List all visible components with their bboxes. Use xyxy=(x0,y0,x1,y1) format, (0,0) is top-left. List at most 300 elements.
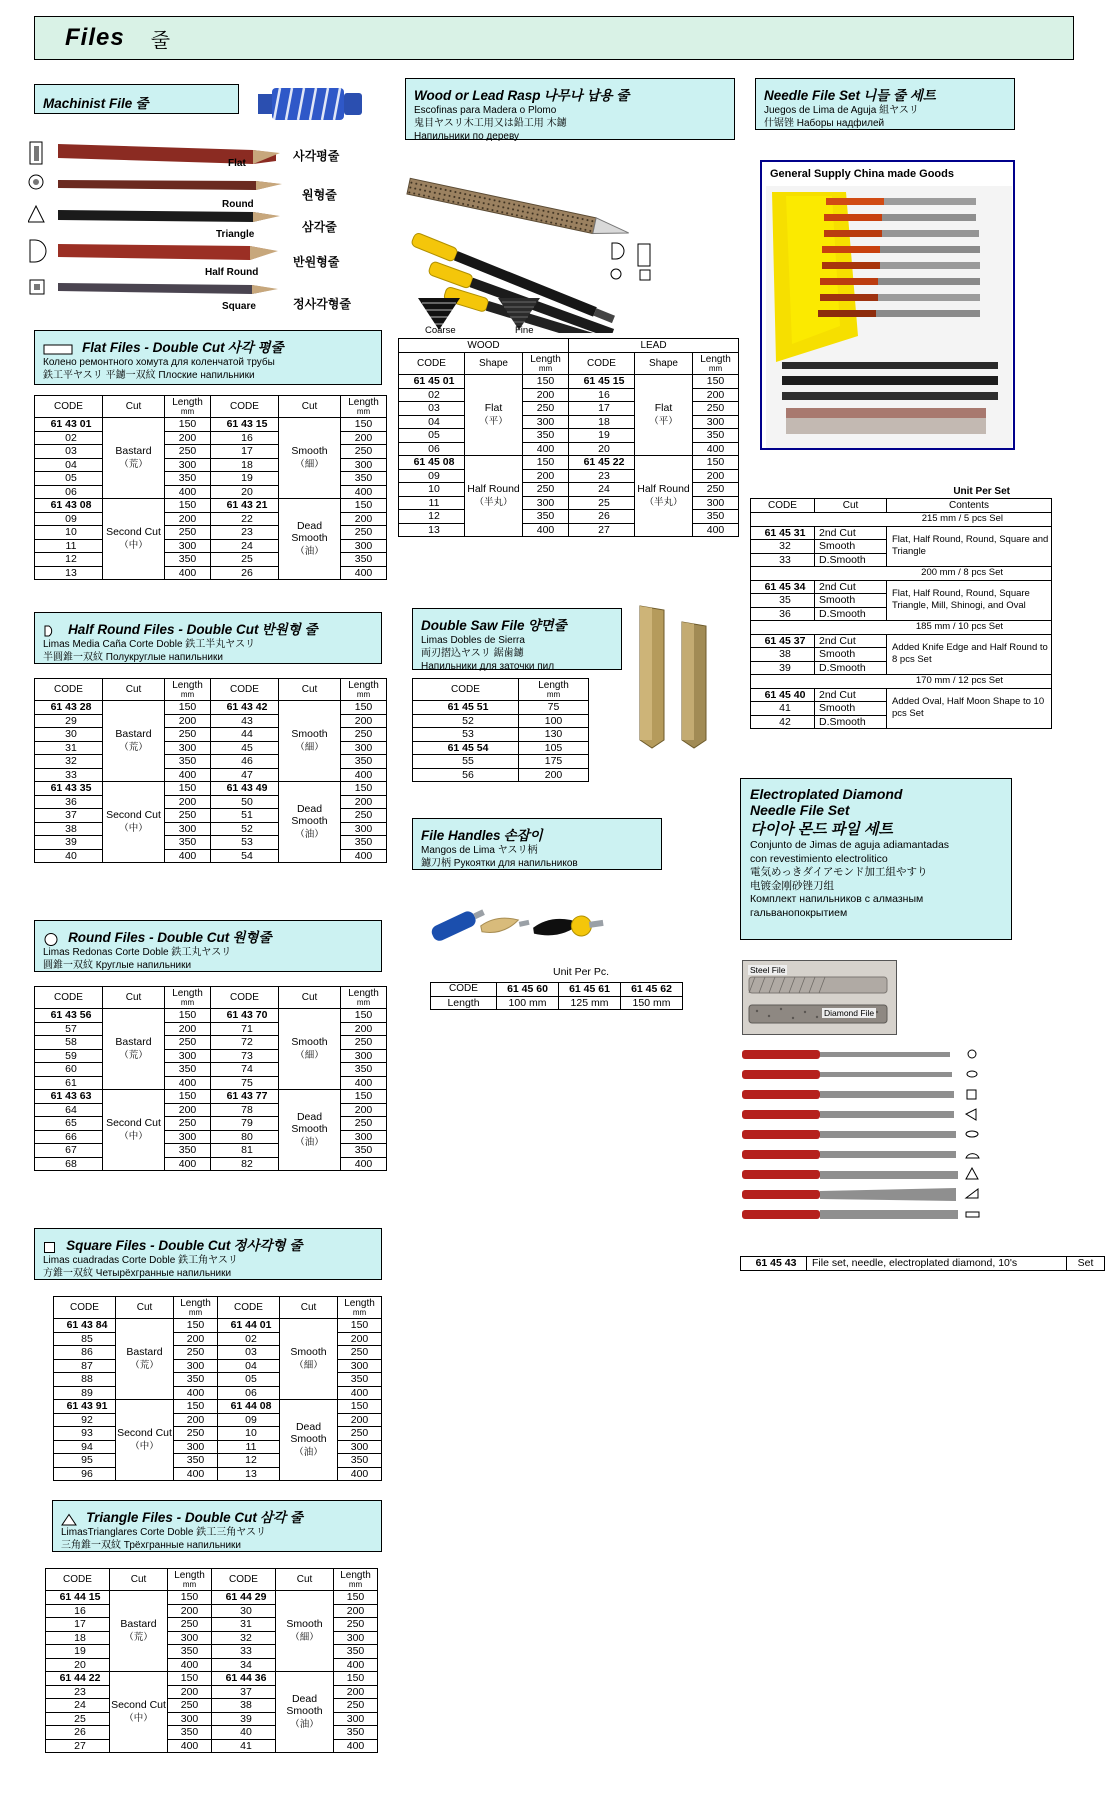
cell-length: 200 xyxy=(168,1685,212,1699)
cell-code: 61 43 84 xyxy=(54,1319,116,1333)
cell-code: 13 xyxy=(35,566,103,580)
cell-code: 10 xyxy=(218,1427,280,1441)
cell-code: 38 xyxy=(212,1699,276,1713)
needle-photo-caption: General Supply China made Goods xyxy=(770,168,954,180)
diamond-sub4: 电镀金刚砂锉刀组 xyxy=(750,879,834,892)
cell-code: 67 xyxy=(35,1144,103,1158)
cell-code: 05 xyxy=(399,429,465,443)
cell-length: 400 xyxy=(165,566,211,580)
saw-title-kr: 양면줄 xyxy=(527,618,567,633)
cell-cut: Second Cut （中） xyxy=(103,1090,165,1171)
cell-length: 400 xyxy=(693,442,739,456)
cell-code: 37 xyxy=(35,809,103,823)
cell-code: 23 xyxy=(569,469,635,483)
th-length2: Length mm xyxy=(341,396,387,418)
cell-length: 150 xyxy=(168,1591,212,1605)
cell-length: 200 xyxy=(174,1413,218,1427)
cell-code: 04 xyxy=(399,415,465,429)
cell-code: 25 xyxy=(46,1712,110,1726)
cell-length: 400 xyxy=(341,849,387,863)
cell-code: 75 xyxy=(211,1076,279,1090)
cell-code: 25 xyxy=(211,553,279,567)
th-length2: Length mm xyxy=(341,987,387,1009)
cell-length: 400 xyxy=(341,1076,387,1090)
cell-length: 350 xyxy=(523,429,569,443)
diamond-sub1: Conjunto de Jimas de aguja adiamantadas xyxy=(750,839,950,851)
cell-length: 175 xyxy=(519,755,589,769)
cell-length: 400 xyxy=(174,1467,218,1481)
cell-code: 17 xyxy=(46,1618,110,1632)
cell-code: 47 xyxy=(211,768,279,782)
cell-code: 50 xyxy=(211,795,279,809)
cell-contents: Flat, Half Round, Round, Square Triangle, Mill, Shinogi, and Oval xyxy=(887,580,1052,621)
cell-code: 43 xyxy=(211,714,279,728)
cell-code: 61 43 63 xyxy=(35,1090,103,1104)
cell-code: 03 xyxy=(399,402,465,416)
cell-code: 25 xyxy=(569,496,635,510)
cell-code: 61 45 34 xyxy=(751,580,815,594)
cell-code: 18 xyxy=(569,415,635,429)
cell-code: 61 43 70 xyxy=(211,1009,279,1023)
rasp-sub3: Напильники по дереву xyxy=(414,131,520,142)
cell-code: 42 xyxy=(751,715,815,729)
cell-code: 02 xyxy=(218,1332,280,1346)
cell-code: 61 43 28 xyxy=(35,701,103,715)
cell-length: 350 xyxy=(174,1373,218,1387)
th-lead: LEAD xyxy=(569,339,739,353)
cell-cut: D.Smooth xyxy=(815,715,887,729)
cell-length: 300 xyxy=(338,1359,382,1373)
cell-code: 52 xyxy=(211,822,279,836)
cell-code: 78 xyxy=(211,1103,279,1117)
cell-code: 33 xyxy=(35,768,103,782)
cell-length: 400 xyxy=(165,768,211,782)
page-title xyxy=(34,16,1074,60)
photo-label-diamond-file: Diamond File xyxy=(824,1008,875,1018)
cell-length: 400 xyxy=(174,1386,218,1400)
cell-code: 45 xyxy=(211,741,279,755)
cell-code: 89 xyxy=(54,1386,116,1400)
th-length2: Length mm xyxy=(693,353,739,375)
cell-code: 44 xyxy=(211,728,279,742)
cell-length: 250 xyxy=(334,1699,378,1713)
cell-length: 350 xyxy=(168,1726,212,1740)
cell-code: 27 xyxy=(46,1739,110,1753)
cell-code: 17 xyxy=(211,445,279,459)
cell-cut: D.Smooth xyxy=(815,553,887,567)
cell-unit: Set xyxy=(1067,1257,1105,1271)
halfround-sub1: Limas Media Caña Corte Doble 鉄工半丸ヤスリ xyxy=(43,639,256,650)
cell-code: 86 xyxy=(54,1346,116,1360)
machinist-label-round-kr: 원형줄 xyxy=(302,188,337,202)
cell-length: 350 xyxy=(165,755,211,769)
cell-length: 150 xyxy=(341,499,387,513)
cell-length: 250 xyxy=(165,445,211,459)
cell-length: 200 xyxy=(174,1332,218,1346)
cell-length: 130 xyxy=(519,728,589,742)
cell-code: 61 45 62 xyxy=(621,983,683,997)
cell-length: 400 xyxy=(165,485,211,499)
cell-code: 61 45 60 xyxy=(497,983,559,997)
cell-length: 200 xyxy=(341,431,387,445)
rasp-label-fine: Fine xyxy=(515,325,534,336)
th-length: Length mm xyxy=(174,1297,218,1319)
cell-length: 400 xyxy=(338,1386,382,1400)
saw-title: Double Saw File xyxy=(421,618,525,633)
cell-length: 250 xyxy=(168,1699,212,1713)
cell-cut: Dead Smooth （油） xyxy=(280,1400,338,1481)
cell-code: 30 xyxy=(212,1604,276,1618)
cell-code: 39 xyxy=(751,661,815,675)
th-code2: CODE xyxy=(218,1297,280,1319)
cell-length: 250 xyxy=(334,1618,378,1632)
cell-length: 200 xyxy=(519,768,589,782)
handles-unit-label: Unit Per Pc. xyxy=(553,966,610,978)
th-cut2: Cut xyxy=(279,679,341,701)
cell-length: 200 xyxy=(165,714,211,728)
th-code: CODE xyxy=(751,499,815,513)
cell-length: 400 xyxy=(341,485,387,499)
cell-length: 350 xyxy=(338,1454,382,1468)
cell-length: 350 xyxy=(693,429,739,443)
cell-code: 55 xyxy=(413,755,519,769)
cell-code: 26 xyxy=(46,1726,110,1740)
diamond-sub6: гальванопокрытием xyxy=(750,906,848,919)
cell-cut: Second Cut （中） xyxy=(110,1672,168,1753)
cell-length: 350 xyxy=(338,1373,382,1387)
cell-code: 61 45 15 xyxy=(569,375,635,389)
square-files-table xyxy=(53,1296,382,1481)
cell-cut: Smooth xyxy=(815,594,887,608)
cell-code: 38 xyxy=(751,648,815,662)
cell-length: 250 xyxy=(341,1117,387,1131)
cell-code: 34 xyxy=(212,1658,276,1672)
cell-length: 300 xyxy=(341,822,387,836)
cell-code: 32 xyxy=(212,1631,276,1645)
cell-length: 75 xyxy=(519,701,589,715)
square-title: Square Files - Double Cut xyxy=(66,1238,231,1253)
cell-length: 300 xyxy=(334,1631,378,1645)
th-cut: Cut xyxy=(103,396,165,418)
cell-code: 24 xyxy=(569,483,635,497)
cell-code: 96 xyxy=(54,1467,116,1481)
cell-cut: Dead Smooth （油） xyxy=(279,782,341,863)
cell-code: 87 xyxy=(54,1359,116,1373)
cell-length: 400 xyxy=(165,1076,211,1090)
cell-length: 300 xyxy=(174,1440,218,1454)
cell-code: 65 xyxy=(35,1117,103,1131)
cell-length: 300 xyxy=(165,458,211,472)
cell-length: 400 xyxy=(523,442,569,456)
cell-length: 150 xyxy=(165,782,211,796)
cell-length: 300 xyxy=(693,415,739,429)
cell-length: 350 xyxy=(165,836,211,850)
file-handles-image xyxy=(430,900,630,965)
saw-sub1: Limas Dobles de Sierra xyxy=(421,635,525,646)
cell-cut: Bastard （荒） xyxy=(110,1591,168,1672)
cell-shape: Flat （平） xyxy=(465,375,523,456)
th-length2: Length mm xyxy=(334,1569,378,1591)
cell-code: 81 xyxy=(211,1144,279,1158)
cell-length: 150 xyxy=(693,456,739,470)
needle-title: Needle File Set xyxy=(764,88,861,103)
cell-code: 12 xyxy=(218,1454,280,1468)
th-length: Length mm xyxy=(165,679,211,701)
triangle-files-table xyxy=(45,1568,378,1753)
cell-length: 350 xyxy=(341,472,387,486)
th-wood: WOOD xyxy=(399,339,569,353)
cell-length: 250 xyxy=(693,483,739,497)
machinist-label-triangle-kr: 삼각줄 xyxy=(302,220,337,234)
flat-sub-ru: Колено ремонтного хомута для коленчатой трубы xyxy=(43,357,275,368)
cell-length: 150 xyxy=(165,499,211,513)
cell-length: 105 xyxy=(519,741,589,755)
flat-sub-jp: 鉄工平ヤスリ 平鑢一双紋 Плоские напильники xyxy=(43,370,255,381)
cell-length: 150 xyxy=(338,1400,382,1414)
cell-code: 61 xyxy=(35,1076,103,1090)
cell-code: 11 xyxy=(399,496,465,510)
cell-length: 400 xyxy=(523,523,569,537)
cell-code: 33 xyxy=(212,1645,276,1659)
cell-length: 250 xyxy=(341,728,387,742)
photo-label-steel-file: Steel File xyxy=(750,965,786,975)
cell-code: 06 xyxy=(218,1386,280,1400)
section-machinist-file xyxy=(34,84,239,114)
cell-row-label: Length xyxy=(431,996,497,1010)
cell-code: 33 xyxy=(751,553,815,567)
cell-code: 32 xyxy=(751,540,815,554)
cell-code: 64 xyxy=(35,1103,103,1117)
cell-length: 150 xyxy=(165,418,211,432)
cell-code: 39 xyxy=(35,836,103,850)
cell-length: 400 xyxy=(168,1739,212,1753)
needle-unit-label: Unit Per Set xyxy=(953,486,1010,497)
rasp-sub2: 鬼目ヤスリ木工用又は鉛工用 木鑢 xyxy=(414,118,567,129)
cell-code: 52 xyxy=(413,714,519,728)
cell-code: 19 xyxy=(46,1645,110,1659)
cell-code: 61 45 31 xyxy=(751,526,815,540)
cell-code: 61 44 08 xyxy=(218,1400,280,1414)
cell-code: 24 xyxy=(211,539,279,553)
needle-title-kr: 니들 줄 세트 xyxy=(863,88,936,103)
cell-length: 300 xyxy=(334,1712,378,1726)
round-files-table xyxy=(34,986,387,1171)
halfround-sub2: 半圓錐一双紋 Полукруглые напильники xyxy=(43,652,223,663)
cell-cut: Bastard （荒） xyxy=(103,701,165,782)
cell-length: 400 xyxy=(341,1157,387,1171)
th-shape2: Shape xyxy=(635,353,693,375)
cell-length: 350 xyxy=(341,553,387,567)
cell-length: 300 xyxy=(165,741,211,755)
th-code2: CODE xyxy=(211,987,279,1009)
cell-code: 61 44 22 xyxy=(46,1672,110,1686)
cell-code: 02 xyxy=(35,431,103,445)
machinist-label-triangle: Triangle xyxy=(216,229,255,240)
cell-cut: 2nd Cut xyxy=(815,634,887,648)
th-length: Length mm xyxy=(519,679,589,701)
cell-code: 29 xyxy=(35,714,103,728)
cell-length: 200 xyxy=(693,469,739,483)
round-sub1: Limas Redonas Corte Doble 鉄工丸ヤスリ xyxy=(43,947,232,958)
machinist-label-halfround: Half Round xyxy=(205,267,259,278)
cell-code: 61 43 77 xyxy=(211,1090,279,1104)
th-cut2: Cut xyxy=(279,987,341,1009)
cell-length: 350 xyxy=(165,1144,211,1158)
cell-length: 300 xyxy=(338,1440,382,1454)
cell-length: 250 xyxy=(693,402,739,416)
cell-length: 150 xyxy=(523,456,569,470)
cell-length: 200 xyxy=(334,1604,378,1618)
cell-code: 94 xyxy=(54,1440,116,1454)
flat-title-kr: 사각 평줄 xyxy=(227,340,284,355)
cell-code: 61 45 08 xyxy=(399,456,465,470)
cell-length: 150 xyxy=(341,1090,387,1104)
cell-length: 200 xyxy=(338,1413,382,1427)
cell-code: 06 xyxy=(35,485,103,499)
triangle-title-kr: 삼각 줄 xyxy=(259,1510,303,1525)
cell-code: 20 xyxy=(46,1658,110,1672)
cell-length: 200 xyxy=(341,1103,387,1117)
cell-cut: D.Smooth xyxy=(815,661,887,675)
cell-code: 95 xyxy=(54,1454,116,1468)
rasp-title-kr: 나무나 납용 줄 xyxy=(543,88,630,103)
cell-code: 56 xyxy=(413,768,519,782)
cell-code: 19 xyxy=(569,429,635,443)
cell-contents: Added Knife Edge and Half Round to 8 pcs Set xyxy=(887,634,1052,675)
th-shape: Shape xyxy=(465,353,523,375)
cell-code: 35 xyxy=(751,594,815,608)
triangle-shape-icon xyxy=(61,1513,77,1526)
cell-code: 58 xyxy=(35,1036,103,1050)
cell-code: 36 xyxy=(35,795,103,809)
diamond-sub5: Комплект напильников с алмазным xyxy=(750,893,924,905)
th-length: Length mm xyxy=(165,987,211,1009)
cell-code: 61 43 21 xyxy=(211,499,279,513)
cell-length: 300 xyxy=(341,1130,387,1144)
cell-code: 11 xyxy=(35,539,103,553)
cell-length: 150 xyxy=(338,1319,382,1333)
machinist-shape-icons xyxy=(28,140,338,315)
rasp-label-coarse: Coarse xyxy=(425,325,456,336)
cell-length: 200 xyxy=(165,795,211,809)
square-sub1: Limas cuadradas Corte Doble 鉄工角ヤスリ xyxy=(43,1255,238,1266)
cell-code: 11 xyxy=(218,1440,280,1454)
th-contents: Contents xyxy=(887,499,1052,513)
cell-cut: Smooth xyxy=(815,540,887,554)
diamond-sub2: con revestimiento electrolitico xyxy=(750,852,888,865)
cell-length: 400 xyxy=(334,1739,378,1753)
cell-cut: Bastard （荒） xyxy=(116,1319,174,1400)
cell-code: 54 xyxy=(211,849,279,863)
cell-length: 250 xyxy=(165,526,211,540)
th-code: CODE xyxy=(54,1297,116,1319)
cell-code: 88 xyxy=(54,1373,116,1387)
cell-code: 04 xyxy=(35,458,103,472)
cell-cut: Dead Smooth （油） xyxy=(279,499,341,580)
cell-code: 05 xyxy=(218,1373,280,1387)
rasp-table xyxy=(398,338,739,537)
th-cut: Cut xyxy=(110,1569,168,1591)
machinist-title: Machinist File xyxy=(43,96,133,111)
cell-length: 150 xyxy=(334,1591,378,1605)
cell-code: 03 xyxy=(218,1346,280,1360)
cell-code: 46 xyxy=(211,755,279,769)
cell-length: 200 xyxy=(165,1103,211,1117)
cell-code: 53 xyxy=(413,728,519,742)
cell-code: 61 44 01 xyxy=(218,1319,280,1333)
cell-length: 200 xyxy=(334,1685,378,1699)
diamond-title-kr: 다이아 몬드 파일 세트 xyxy=(750,821,893,838)
cell-code: 38 xyxy=(35,822,103,836)
cell-shape: Half Round （半丸） xyxy=(635,456,693,537)
section-half-round-files xyxy=(34,612,382,664)
cell-length: 250 xyxy=(523,483,569,497)
machinist-title-kr: 줄 xyxy=(135,96,149,111)
section-diamond-needle-set xyxy=(740,778,1012,940)
half-round-files-table xyxy=(34,678,387,863)
cell-length: 350 xyxy=(334,1645,378,1659)
cell-cut: Smooth xyxy=(815,702,887,716)
cell-code: 19 xyxy=(211,472,279,486)
cell-length: 200 xyxy=(165,1022,211,1036)
cell-code: 18 xyxy=(46,1631,110,1645)
th-cut: Cut xyxy=(103,679,165,701)
cell-code: 09 xyxy=(399,469,465,483)
machinist-spring-image xyxy=(248,80,368,130)
th-cut2: Cut xyxy=(279,396,341,418)
section-round-files xyxy=(34,920,382,972)
cell-length: 300 xyxy=(341,1049,387,1063)
cell-length: 150 xyxy=(341,418,387,432)
cell-length: 350 xyxy=(165,1063,211,1077)
cell-length: 300 xyxy=(523,415,569,429)
cell-length: 150 xyxy=(168,1672,212,1686)
cell-code: 31 xyxy=(35,741,103,755)
cell-length: 400 xyxy=(168,1658,212,1672)
cell-code: 61 45 01 xyxy=(399,375,465,389)
cell-length: 400 xyxy=(165,1157,211,1171)
cell-length: 200 xyxy=(341,714,387,728)
cell-length: 300 xyxy=(165,1130,211,1144)
section-square-files xyxy=(34,1228,382,1280)
cell-code: 73 xyxy=(211,1049,279,1063)
th-code: CODE xyxy=(399,353,465,375)
cell-code: 61 43 01 xyxy=(35,418,103,432)
cell-cut: Smooth （細） xyxy=(279,1009,341,1090)
cell-code: 10 xyxy=(399,483,465,497)
cell-code: 61 44 36 xyxy=(212,1672,276,1686)
cell-code: 61 43 49 xyxy=(211,782,279,796)
set-size-label: 185 mm / 10 pcs Set xyxy=(751,621,1052,635)
cell-code: 61 45 40 xyxy=(751,688,815,702)
machinist-label-round: Round xyxy=(222,199,254,210)
machinist-label-square: Square xyxy=(222,301,256,312)
diamond-title2: Needle File Set xyxy=(750,802,850,818)
cell-code-head: CODE xyxy=(431,983,497,997)
cell-code: 61 43 42 xyxy=(211,701,279,715)
th-length: Length mm xyxy=(523,353,569,375)
cell-length: 250 xyxy=(174,1427,218,1441)
cell-code: 61 43 91 xyxy=(54,1400,116,1414)
page-title-kr: 줄 xyxy=(150,29,171,52)
cell-contents: Added Oval, Half Moon Shape to 10 pcs Set xyxy=(887,688,1052,729)
cell-cut: Second Cut （中） xyxy=(103,499,165,580)
th-cut: Cut xyxy=(116,1297,174,1319)
cell-cut: 2nd Cut xyxy=(815,526,887,540)
cell-length: 150 xyxy=(523,375,569,389)
cell-code: 26 xyxy=(211,566,279,580)
cell-length: 150 xyxy=(341,782,387,796)
